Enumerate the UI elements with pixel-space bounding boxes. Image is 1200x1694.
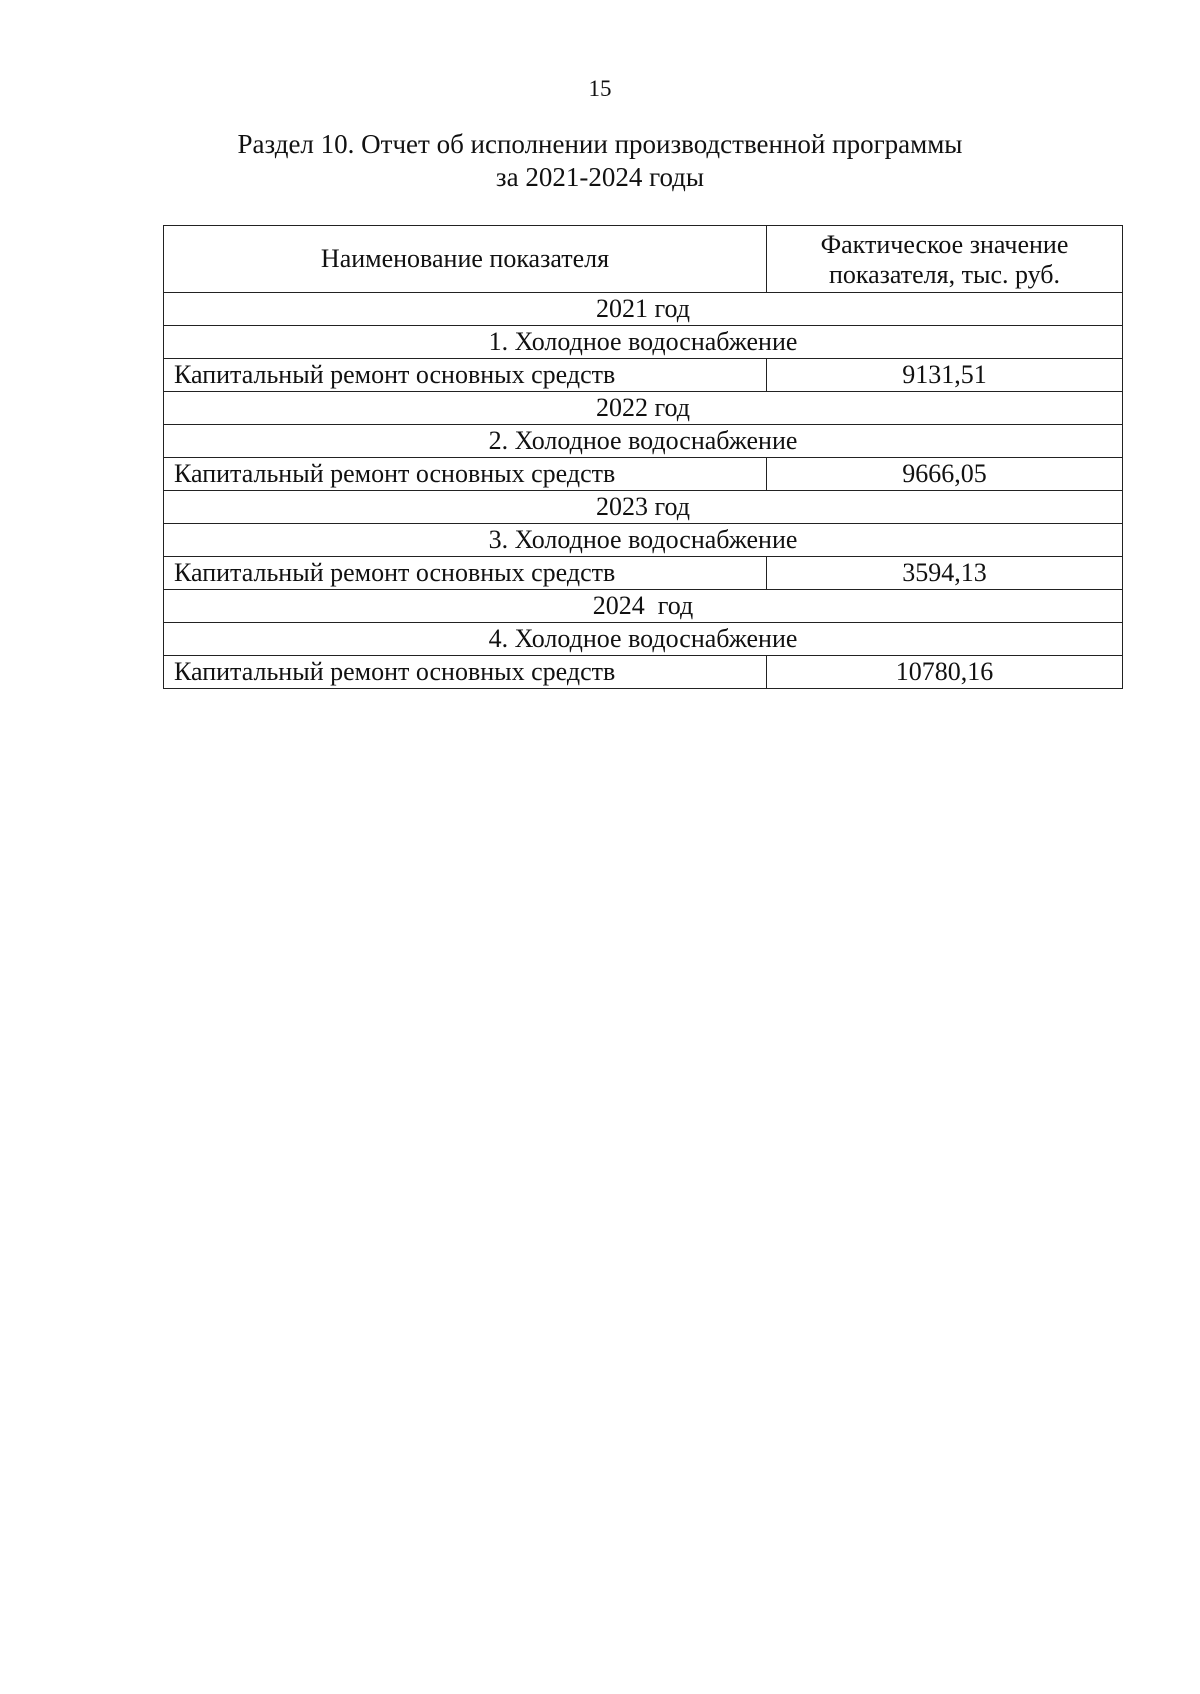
year-label: 2024 год [164,590,1123,623]
table-row [164,656,1123,689]
year-row [164,392,1123,425]
section-row [164,326,1123,359]
document-title [0,128,1200,194]
year-row [164,293,1123,326]
year-label: 2023 год [164,491,1123,524]
section-row [164,623,1123,656]
table-header-row [164,226,1123,293]
year-label: 2022 год [164,392,1123,425]
indicator-value: 3594,13 [767,557,1123,590]
page-number: 15 [588,76,612,101]
indicator-value: 9131,51 [767,359,1123,392]
indicator-name: Капитальный ремонт основных средств [164,557,767,590]
year-label: 2021 год [164,293,1123,326]
section-label: 3. Холодное водоснабжение [164,524,1123,557]
indicator-name: Капитальный ремонт основных средств [164,458,767,491]
indicator-value: 9666,05 [767,458,1123,491]
title-line-2: за 2021-2024 годы [495,162,705,192]
indicator-name: Капитальный ремонт основных средств [164,359,767,392]
year-row [164,491,1123,524]
table-row [164,359,1123,392]
section-label: 2. Холодное водоснабжение [164,425,1123,458]
section-row [164,524,1123,557]
section-label: 1. Холодное водоснабжение [164,326,1123,359]
section-row [164,425,1123,458]
report-table [163,225,1123,689]
table-row [164,557,1123,590]
header-actual-value: Фактическое значение показателя, тыс. руб. [767,226,1123,293]
year-row [164,590,1123,623]
section-label: 4. Холодное водоснабжение [164,623,1123,656]
title-line-1: Раздел 10. Отчет об исполнении производственной программы [237,129,963,159]
header-indicator-name: Наименование показателя [164,226,767,293]
indicator-value: 10780,16 [767,656,1123,689]
indicator-name: Капитальный ремонт основных средств [164,656,767,689]
table-row [164,458,1123,491]
